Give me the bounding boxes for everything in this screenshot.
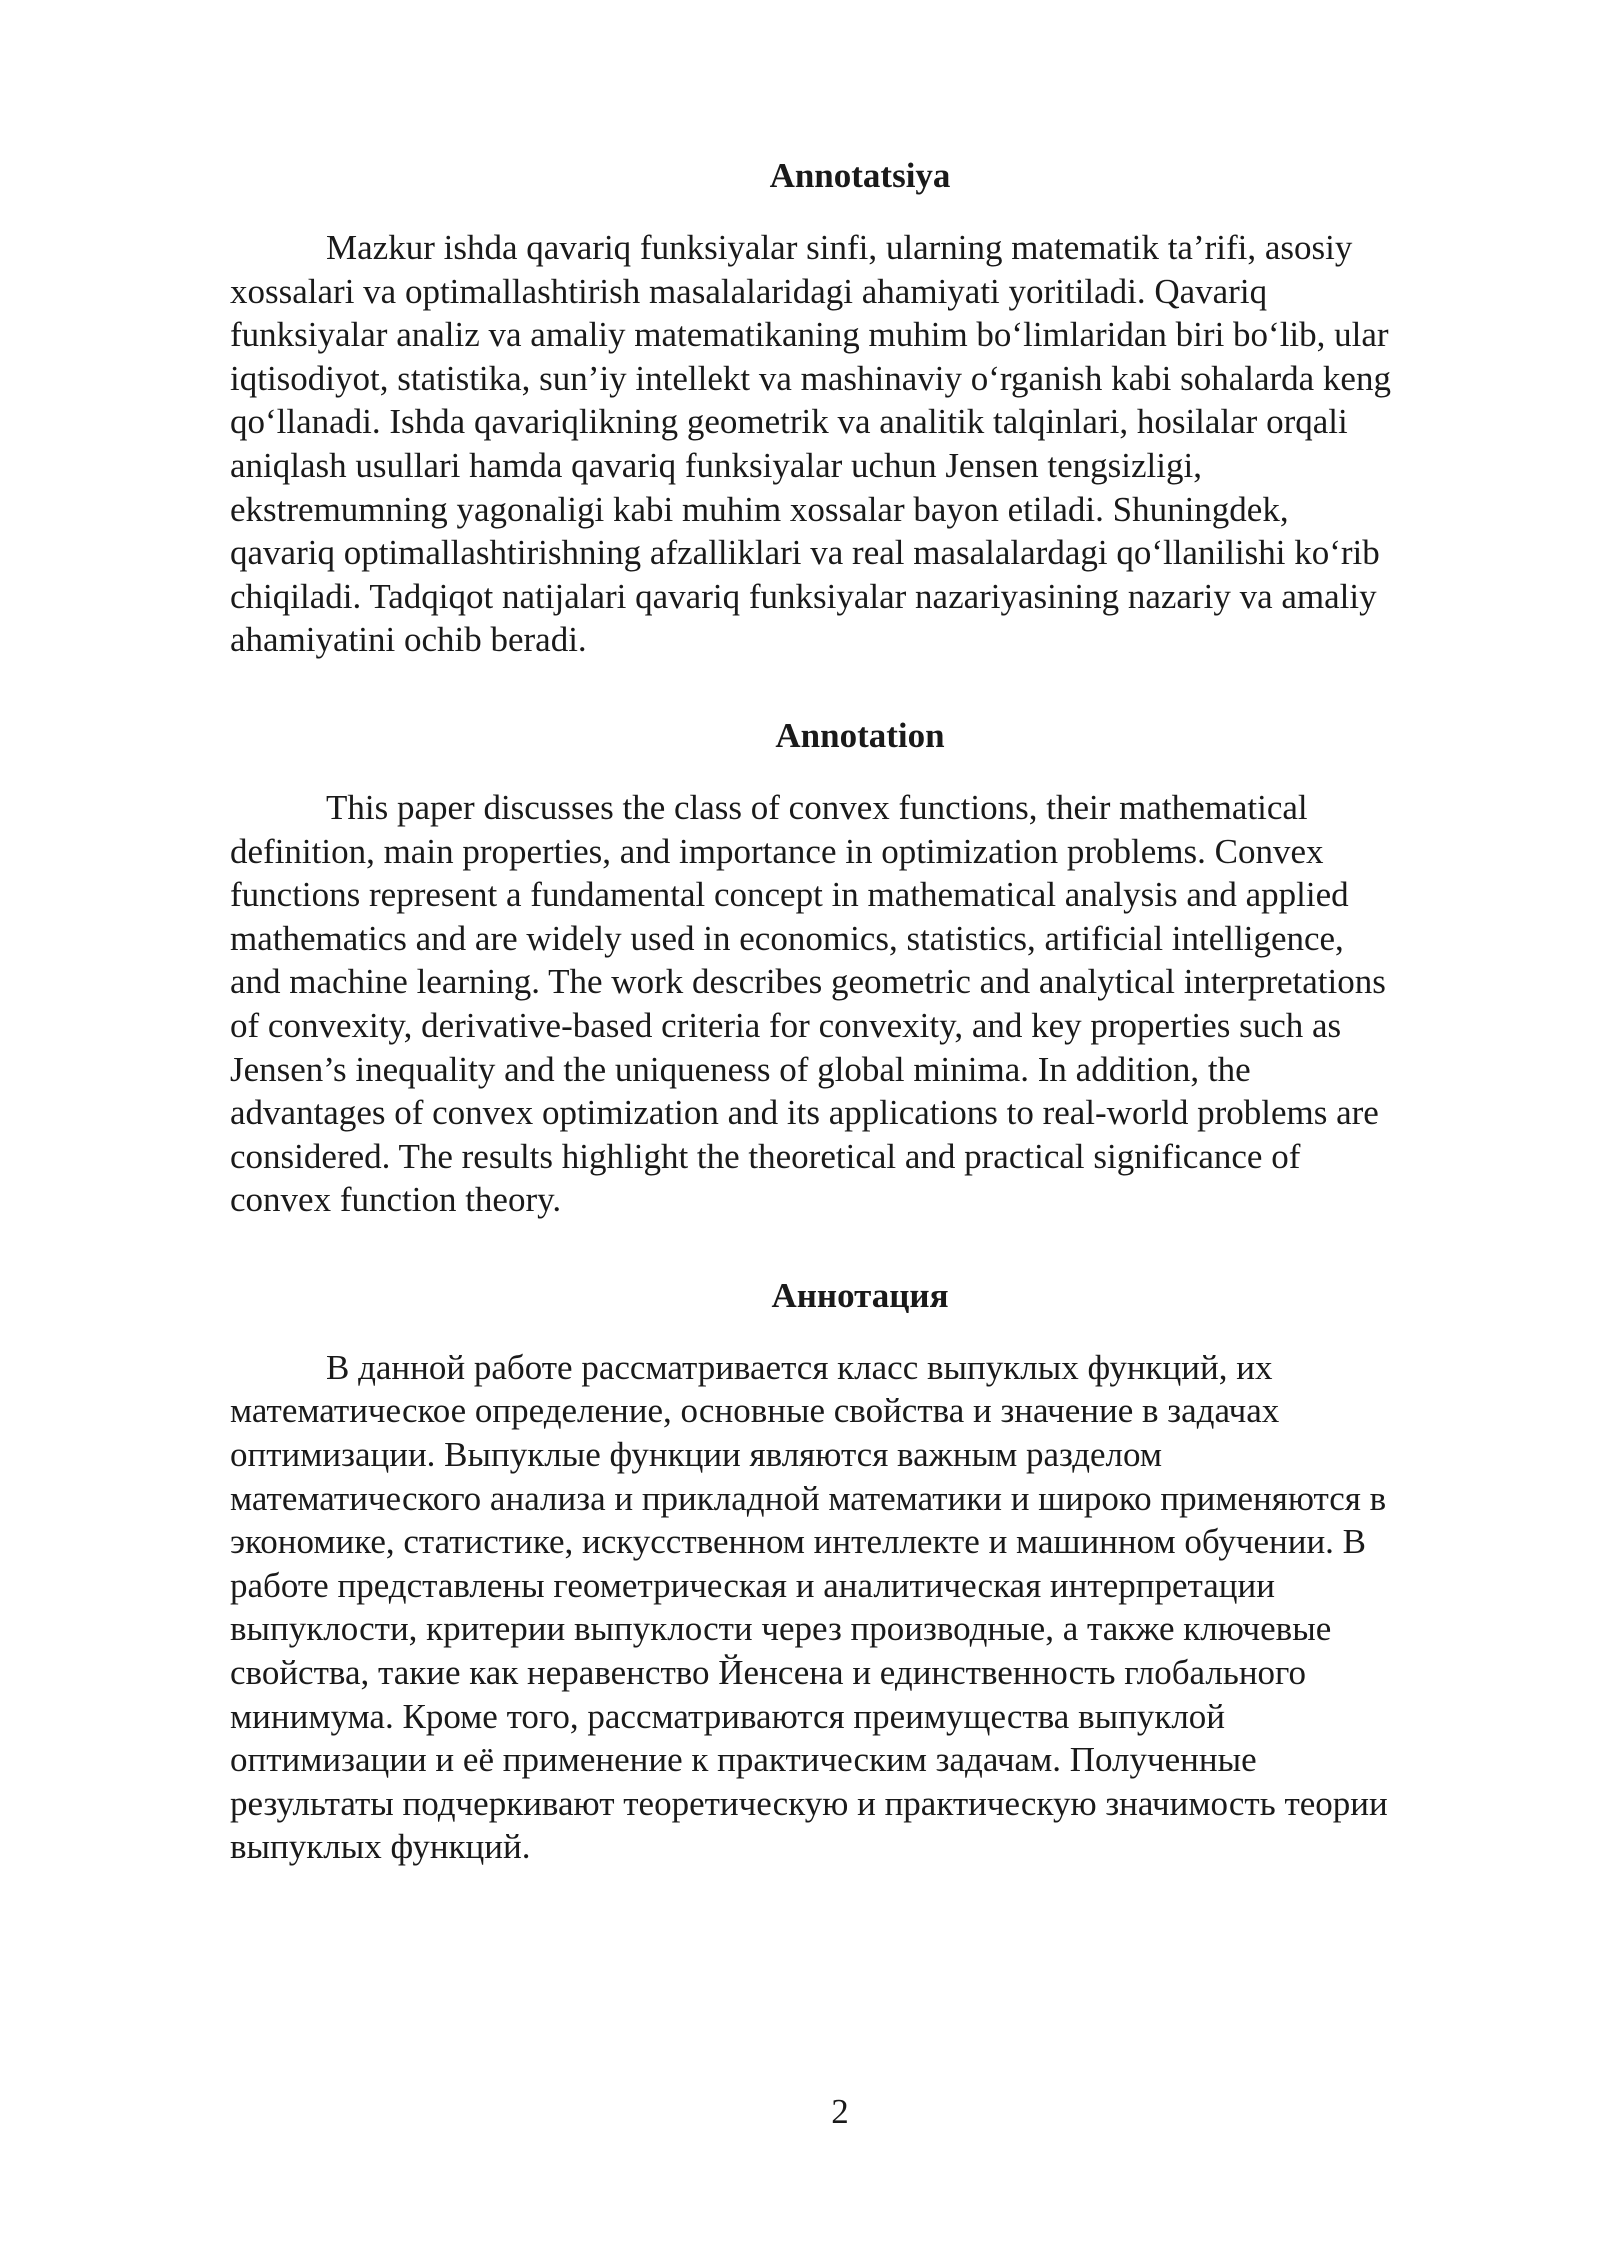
paragraph-line: выпуклости, критерии выпуклости через производные, а также ключевые [230, 1609, 1332, 1649]
section-heading-uzbek: Annotatsiya [769, 156, 951, 195]
paragraph-line: результаты подчеркивают теоретическую и практическую значимость теории [230, 1783, 1388, 1823]
paragraph-line: iqtisodiyot, statistika, sun’iy intellekt va mashinaviy o‘rganish kabi sohalarda keng [230, 358, 1391, 398]
paragraph-line: свойства, такие как неравенство Йенсена и единственность глобального [230, 1653, 1307, 1693]
paragraph-line: оптимизации и её применение к практическим задачам. Полученные [230, 1740, 1257, 1780]
paragraph-line: Jensen’s inequality and the uniqueness of global minima. In addition, the [230, 1049, 1251, 1089]
page-number: 2 [831, 2092, 849, 2131]
paragraph-line: qavariq optimallashtirishning afzalliklari va real masalalardagi qo‘llanilishi ko‘rib [230, 533, 1380, 573]
paragraph-line: and machine learning. The work describes geometric and analytical interpretations [230, 962, 1386, 1002]
abstract-paragraph-uzbek [230, 226, 1490, 662]
paragraph-line: funksiyalar analiz va amaliy matematikaning muhim bo‘limlaridan biri bo‘lib, ular [230, 315, 1389, 355]
paragraph-line: of convexity, derivative-based criteria for convexity, and key properties such as [230, 1005, 1342, 1045]
paragraph-line: advantages of convex optimization and its applications to real-world problems are [230, 1093, 1379, 1133]
paragraph-line: ekstremumning yagonaligi kabi muhim xossalar bayon etiladi. Shuningdek, [230, 489, 1289, 529]
section-heading-english: Annotation [775, 715, 945, 755]
paragraph-line: functions represent a fundamental concept in mathematical analysis and applied [230, 875, 1349, 915]
paragraph-line: considered. The results highlight the theoretical and practical significance of [230, 1136, 1301, 1176]
paragraph-line: convex function theory. [230, 1180, 562, 1220]
paragraph-line: оптимизации. Выпуклые функции являются важным разделом [230, 1435, 1162, 1475]
section-heading-russian: Аннотация [771, 1275, 949, 1315]
paragraph-line: mathematics and are widely used in economics, statistics, artificial intelligence, [230, 918, 1344, 958]
paragraph-line: минимума. Кроме того, рассматриваются преимущества выпуклой [230, 1696, 1226, 1736]
paragraph-line: ahamiyatini ochib beradi. [230, 620, 587, 660]
paragraph-line: экономике, статистике, искусственном интеллекте и машинном обучении. В [230, 1522, 1367, 1562]
paragraph-line: выпуклых функций. [230, 1827, 531, 1867]
paragraph-line: xossalari va optimallashtirish masalalaridagi ahamiyati yoritiladi. Qavariq [230, 271, 1268, 311]
paragraph-line: This paper discusses the class of convex functions, their mathematical [326, 787, 1308, 827]
abstract-paragraph-russian [230, 1346, 1490, 1869]
paragraph-line: Mazkur ishda qavariq funksiyalar sinfi, ularning matematik ta’rifi, asosiy [326, 228, 1353, 267]
paragraph-line: chiqiladi. Tadqiqot natijalari qavariq funksiyalar nazariyasining nazariy va amaliy [230, 576, 1377, 616]
paragraph-line: definition, main properties, and importance in optimization problems. Convex [230, 831, 1324, 871]
paragraph-line: В данной работе рассматривается класс выпуклых функций, их [326, 1347, 1273, 1387]
paragraph-line: aniqlash usullari hamda qavariq funksiyalar uchun Jensen tengsizligi, [230, 445, 1202, 485]
paragraph-line: работе представлены геометрическая и аналитическая интерпретации [230, 1565, 1275, 1605]
page-content [230, 150, 1490, 1917]
abstract-paragraph-english [230, 786, 1490, 1222]
paragraph-line: qo‘llanadi. Ishda qavariqlikning geometrik va analitik talqinlari, hosilalar orqali [230, 402, 1348, 442]
paragraph-line: математического анализа и прикладной математики и широко применяются в [230, 1478, 1387, 1518]
paragraph-line: математическое определение, основные свойства и значение в задачах [230, 1391, 1280, 1431]
